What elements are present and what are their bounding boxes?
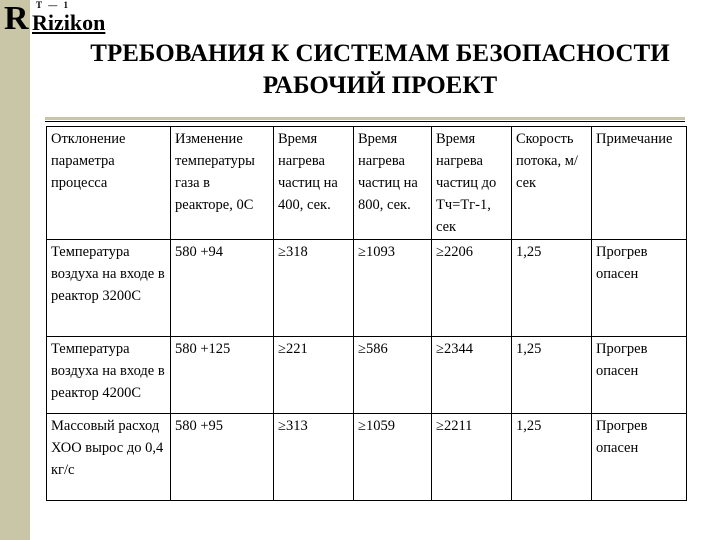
header-cell: Скорость потока, м/сек (512, 127, 592, 240)
logo-brand-text: Rizikon (32, 10, 106, 35)
title-line-1: ТРЕБОВАНИЯ К СИСТЕМАМ БЕЗОПАСНОСТИ (90, 40, 670, 67)
table-cell: Прогрев опасен (592, 414, 687, 501)
table-cell: Прогрев опасен (592, 240, 687, 337)
table-cell: ≥2211 (432, 414, 512, 501)
header-cell: Время нагрева частиц на 800, сек. (354, 127, 432, 240)
table-cell: Температура воздуха на входе в реактор 3200С (47, 240, 171, 337)
table-cell: ≥313 (274, 414, 354, 501)
table-cell: ≥1059 (354, 414, 432, 501)
header-cell: Время нагрева частиц до Тч=Тг-1, сек (432, 127, 512, 240)
header-cell: Примечание (592, 127, 687, 240)
header-cell: Отклонение параметра процесса (47, 127, 171, 240)
table-cell: Прогрев опасен (592, 337, 687, 414)
table-cell: ≥2206 (432, 240, 512, 337)
rizikon-logo (2, 0, 112, 40)
logo-r-mark: R (4, 0, 29, 37)
table-cell: ≥586 (354, 337, 432, 414)
table-cell: ≥2344 (432, 337, 512, 414)
table-row (47, 337, 687, 414)
table-cell: 580 +94 (171, 240, 274, 337)
table-cell: 1,25 (512, 240, 592, 337)
table-cell: Температура воздуха на входе в реактор 4200С (47, 337, 171, 414)
title-divider (45, 117, 685, 120)
left-decorative-band (0, 0, 30, 540)
table-cell: 580 +125 (171, 337, 274, 414)
title-divider-line (45, 121, 685, 122)
table-cell: ≥1093 (354, 240, 432, 337)
table-cell: Массовый расход ХОО вырос до 0,4 кг/с (47, 414, 171, 501)
title-line-2: РАБОЧИЙ ПРОЕКТ (262, 72, 498, 99)
header-cell: Время нагрева частиц на 400, сек. (274, 127, 354, 240)
table-cell: 1,25 (512, 337, 592, 414)
table-cell: 1,25 (512, 414, 592, 501)
table-row (47, 414, 687, 501)
table-cell: ≥318 (274, 240, 354, 337)
table-cell: 580 +95 (171, 414, 274, 501)
table-header-row (47, 127, 687, 240)
header-cell: Изменение температуры газа в реакторе, 0С (171, 127, 274, 240)
table-cell: ≥221 (274, 337, 354, 414)
table-row (47, 240, 687, 337)
page-title (45, 38, 715, 102)
logo-subtext: Т — 1 (36, 0, 71, 10)
safety-requirements-table (46, 126, 687, 501)
